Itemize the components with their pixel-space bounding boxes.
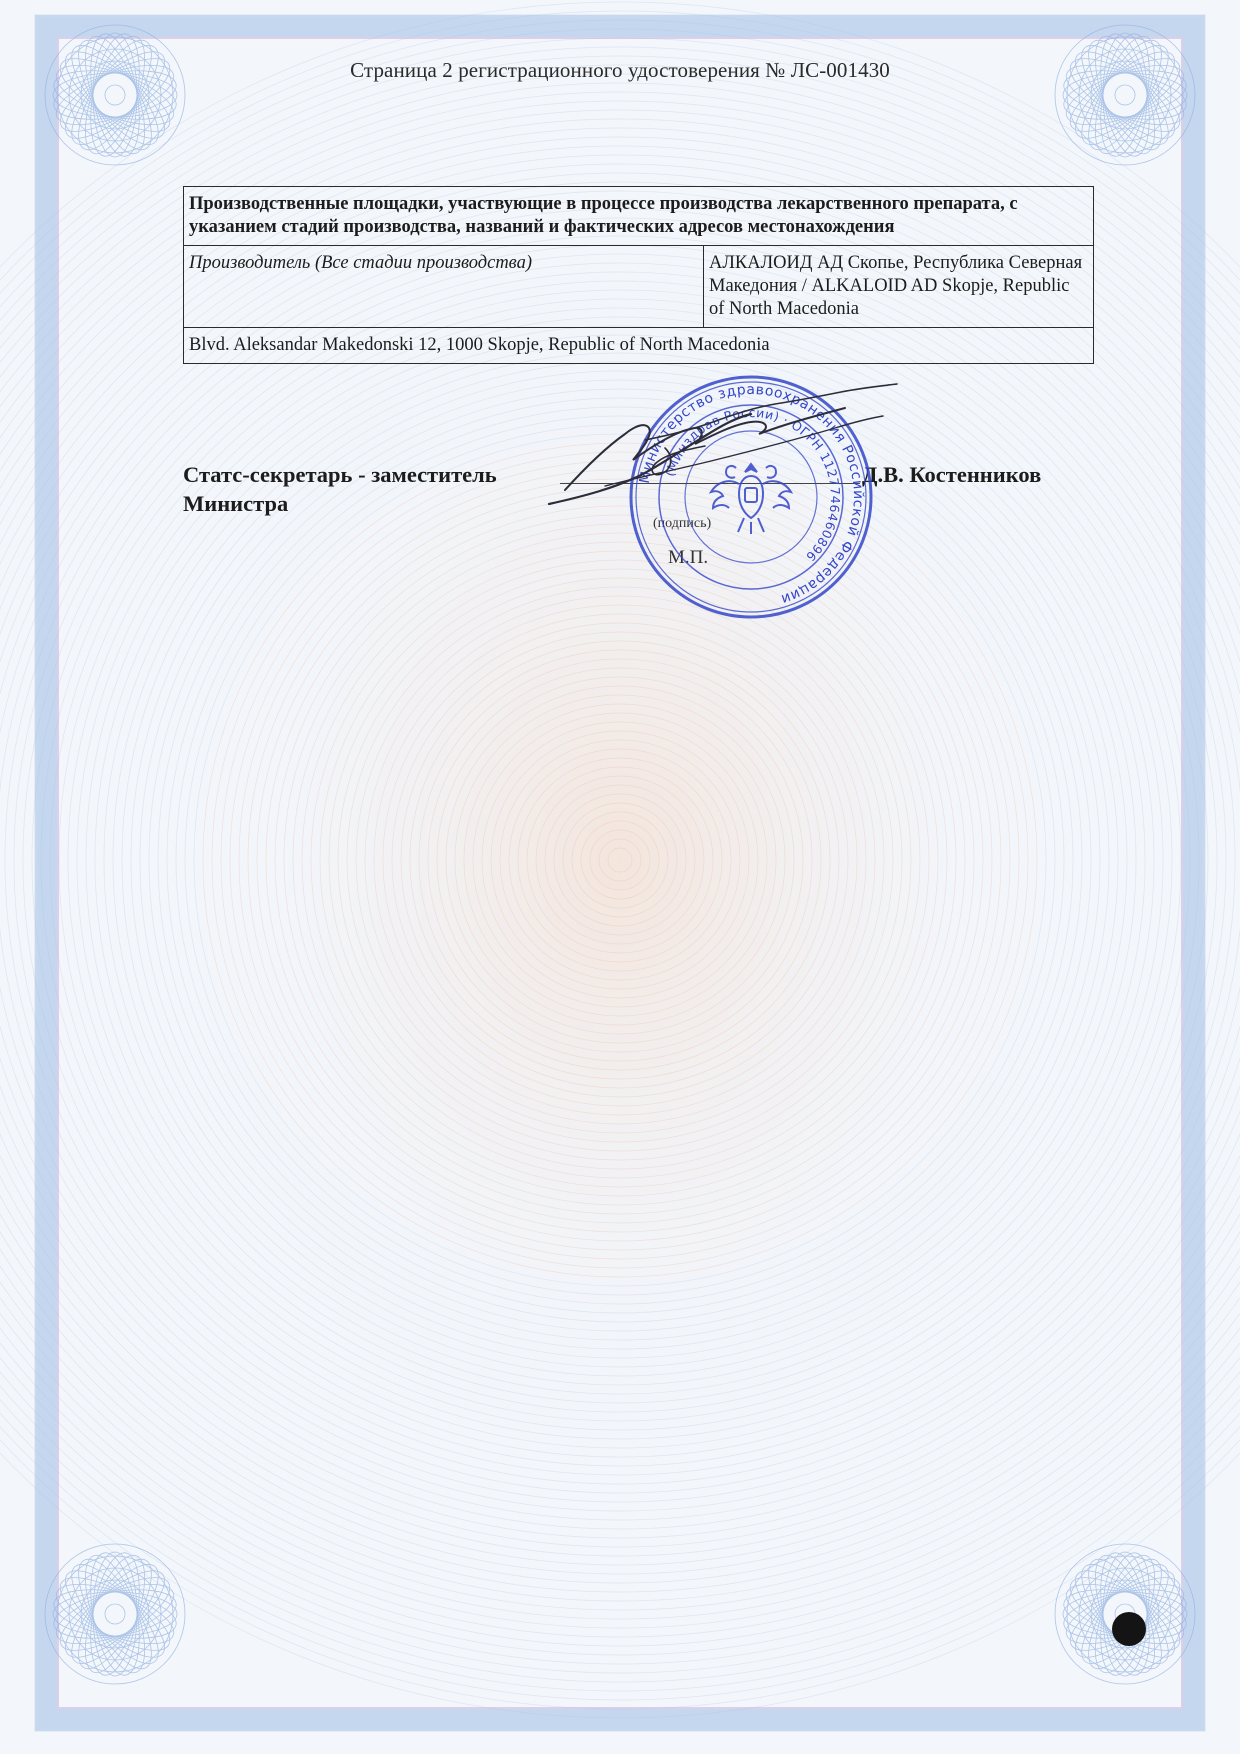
signer-position: Статс-секретарь - заместитель Министра bbox=[183, 462, 497, 516]
producer-address: Blvd. Aleksandar Makedonski 12, 1000 Skopje, Republic of North Macedonia bbox=[184, 328, 1094, 364]
producer-role: Производитель (Все стадии производства) bbox=[184, 246, 704, 328]
table-header-row bbox=[184, 187, 1094, 246]
seal-inner-text: (Минздрав России) · ОГРН 1127746460896 bbox=[661, 404, 844, 565]
table-heading: Производственные площадки, участвующие в процессе производства лекарственного препарата, с указанием стадий производства, названий и фактических адресов местонахождения bbox=[184, 187, 1094, 246]
seal-outer-text: Министерство здравоохранения Российской Федерации bbox=[636, 381, 867, 608]
signer-name: Д.В. Костенников bbox=[862, 462, 1042, 487]
handwritten-signature bbox=[545, 378, 915, 528]
table-row bbox=[184, 328, 1094, 364]
page-title: Страница 2 регистрационного удостоверения № ЛС-001430 bbox=[350, 58, 890, 82]
table-row bbox=[184, 246, 1094, 328]
production-sites-table bbox=[183, 186, 1094, 364]
punch-hole bbox=[1112, 1612, 1146, 1646]
producer-company: АЛКАЛОИД АД Скопье, Республика Северная Македония / ALKALOID AD Skopje, Republic of North Macedonia bbox=[704, 246, 1094, 328]
signature-caption: (подпись) bbox=[653, 516, 712, 531]
stamp-place-label: М.П. bbox=[668, 547, 709, 568]
